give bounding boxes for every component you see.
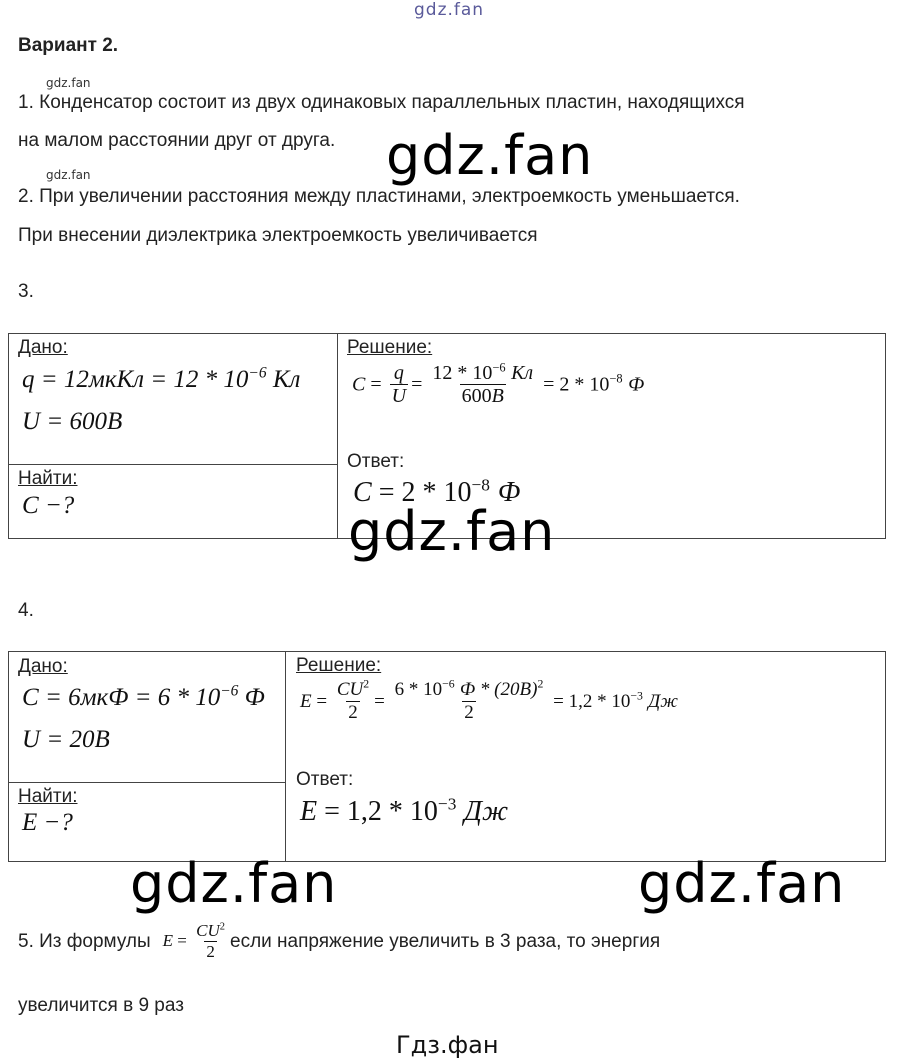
solution-label: Решение: bbox=[347, 337, 433, 358]
item2-line2: При внесении диэлектрика электроемкость увеличивается bbox=[18, 225, 538, 246]
given-u: U = 20В bbox=[22, 726, 110, 753]
item4-number: 4. bbox=[18, 600, 34, 621]
answer-label: Ответ: bbox=[347, 451, 405, 472]
given-q: q = 12мкКл = $12 * 10^{-6}$ Кл bbox=[22, 364, 301, 393]
watermark-big: gdz.fan bbox=[130, 852, 338, 915]
given-u: U = 600В bbox=[22, 408, 123, 435]
given-c: $C = 6мкФ = 6 * 10^{-6}$ Ф bbox=[22, 682, 265, 711]
table-divider bbox=[337, 333, 338, 539]
answer-value: $E = 1,2 * 10^{-3}$ Дж bbox=[300, 794, 509, 827]
watermark-big: gdz.fan bbox=[638, 852, 846, 915]
watermark-top: gdz.fan bbox=[414, 0, 485, 20]
item3-number: 3. bbox=[18, 281, 34, 302]
given-label: Дано: bbox=[18, 337, 68, 358]
given-label: Дано: bbox=[18, 656, 68, 677]
item5-line2: увеличится в 9 раз bbox=[18, 995, 184, 1016]
item5-line1: 5. Из формулы E = $\frac{CU^2}{2}$ если напряжение увеличить в 3 раза, то энергия bbox=[18, 921, 661, 961]
watermark-big: gdz.fan bbox=[348, 500, 556, 563]
answer-label: Ответ: bbox=[296, 769, 354, 790]
solution-formula: C = $\frac{q}{U}$ = $\frac{12 * 10^{-6} Кл}{600В}$ = $2 * 10^{-8}$ Ф bbox=[352, 360, 645, 407]
item1-line2: на малом расстоянии друг от друга. bbox=[18, 130, 336, 151]
table-divider bbox=[8, 782, 286, 783]
item2-line1: 2. При увеличении расстояния между пластинами, электроемкость уменьшается. bbox=[18, 186, 740, 207]
table-divider bbox=[8, 464, 338, 465]
find-label: Найти: bbox=[18, 468, 78, 489]
item1-line1: 1. Конденсатор состоит из двух одинаковых параллельных пластин, находящихся bbox=[18, 92, 745, 113]
find-value: C −? bbox=[22, 492, 75, 519]
answer-value: $C = 2 * 10^{-8}$ Ф bbox=[353, 475, 521, 508]
page-title: Вариант 2. bbox=[18, 35, 119, 56]
find-value: E −? bbox=[22, 809, 73, 836]
footer-watermark: Гдз.фан bbox=[396, 1031, 499, 1059]
inline-formula: E = $\frac{CU^2}{2}$ bbox=[162, 921, 226, 961]
watermark-small: gdz.fan bbox=[46, 168, 91, 182]
find-label: Найти: bbox=[18, 786, 78, 807]
watermark-small: gdz.fan bbox=[46, 76, 91, 90]
table-divider bbox=[285, 651, 286, 862]
solution-label: Решение: bbox=[296, 655, 382, 676]
watermark-big: gdz.fan bbox=[386, 124, 594, 187]
solution-formula: E = $\frac{CU^2}{2}$ = $\frac{6 * 10^{-6} Ф * (20В)^2}{2}$ = $1,2 * 10^{-3}$ Дж bbox=[300, 677, 678, 723]
